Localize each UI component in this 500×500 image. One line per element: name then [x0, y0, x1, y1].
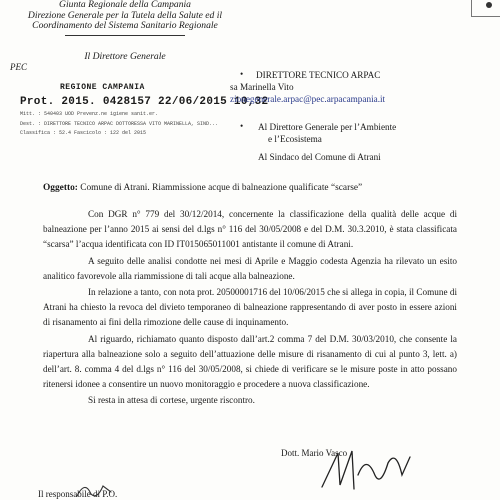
paragraph-3: In relazione a tanto, con nota prot. 20500001716 del 10/06/2015 che si allega in copia, il Comune di Atrani ha chiesto la revoca del divieto temporaneo di balneazione rappresentando di aver posto in essere azioni di risanamento ai fini della rimozione delle cause di inquinamento.: [43, 287, 457, 327]
subject-label: Oggetto:: [43, 183, 78, 193]
letterhead: [0, 0, 250, 36]
letterhead-line-3: Coordinamento del Sistema Sanitario Regionale: [32, 20, 218, 32]
recipient-1-title: DIRETTORE TECNICO ARPAC: [256, 70, 381, 80]
director-title: Il Direttore Generale: [84, 51, 166, 62]
recipient-2-line-1: Al Direttore Generale per l’Ambiente: [258, 122, 397, 132]
recipient-1-email[interactable]: zionegenerale.arpac@pec.arpacampania.it: [230, 94, 386, 104]
recipient-2-line-2: e l’Ecosistema: [268, 134, 322, 144]
stamp-recipient: Dest. : DIRETTORE TECNICO ARPAC DOTTORESSA VITO MARINELLA, SIND...: [20, 121, 219, 127]
subject-text: Comune di Atrani. Riammissione acque di balneazione qualificate “scarse”: [80, 183, 363, 193]
recipient-2-bullet: •: [240, 121, 244, 131]
paragraph-2: A seguito delle analisi condotte nei mesi di Aprile e Maggio codesta Agenzia ha rilevato un esito analitico favorevole alla riammissione di tali acque alla balneazione.: [43, 256, 457, 281]
paragraph-4: Al riguardo, richiamato quanto disposto dall’art.2 comma 7 del D.M. 30/03/2010, che consente la riapertura alla balneazione solo a seguito dell’attuazione delle misure di risanamento di cui al punto 3, lett. a) dell’art. 8. comma 4 del d.lgs n° 116 del 30/05/2008, si chiede di verificare se le misure poste in atto possano ritenersi idonee a consentire un nuovo monitoraggio e procedere a nuova classificazione.: [43, 334, 457, 389]
recipient-3: Al Sindaco del Comune di Atrani: [258, 152, 381, 162]
letterhead-line-1: Giunta Regionale della Campania: [59, 0, 191, 10]
letterhead-rule: [65, 35, 185, 36]
stamp-region: REGIONE CAMPANIA: [60, 83, 145, 92]
paragraph-1: Con DGR n° 779 del 30/12/2014, concernente la classificazione della qualità delle acque di balneazione per l’anno 2015 ai sensi del d.lgs n° 116 del 30/05/2008 e del D.M. 30.3.2010, è stata classificata “scarsa” l’acqua identificata con ID IT015065011001 antistante il comune di Atrani.: [43, 209, 457, 249]
recipient-1-name: sa Marinella Vito: [230, 82, 294, 92]
paragraph-5: Si resta in attesa di cortese, urgente riscontro.: [88, 395, 255, 405]
recipient-1-bullet: •: [240, 69, 244, 79]
stamp-classification: Classifica : 52.4 Fascicolo : 122 del 2015: [20, 130, 147, 136]
signatory-name: Dott. Mario Vasco: [281, 448, 348, 458]
responsible-signature-scribble: [75, 478, 115, 500]
stamp-sender: Mitt. : 540403 UOD Prevenz.ne igiene sanit.er.: [20, 111, 159, 117]
letterhead-line-2: Direzione Generale per la Tutela della Salute ed il: [27, 9, 223, 21]
protocol-number: Prot. 2015. 0428157 22/06/2015 10,32: [20, 96, 269, 108]
signature-scribble: [318, 445, 418, 495]
corner-dot-icon: [486, 2, 492, 8]
pec-label: PEC: [10, 62, 27, 72]
responsible-label: Il responsabile di P.O.: [38, 489, 118, 499]
subject-line: [43, 183, 362, 193]
